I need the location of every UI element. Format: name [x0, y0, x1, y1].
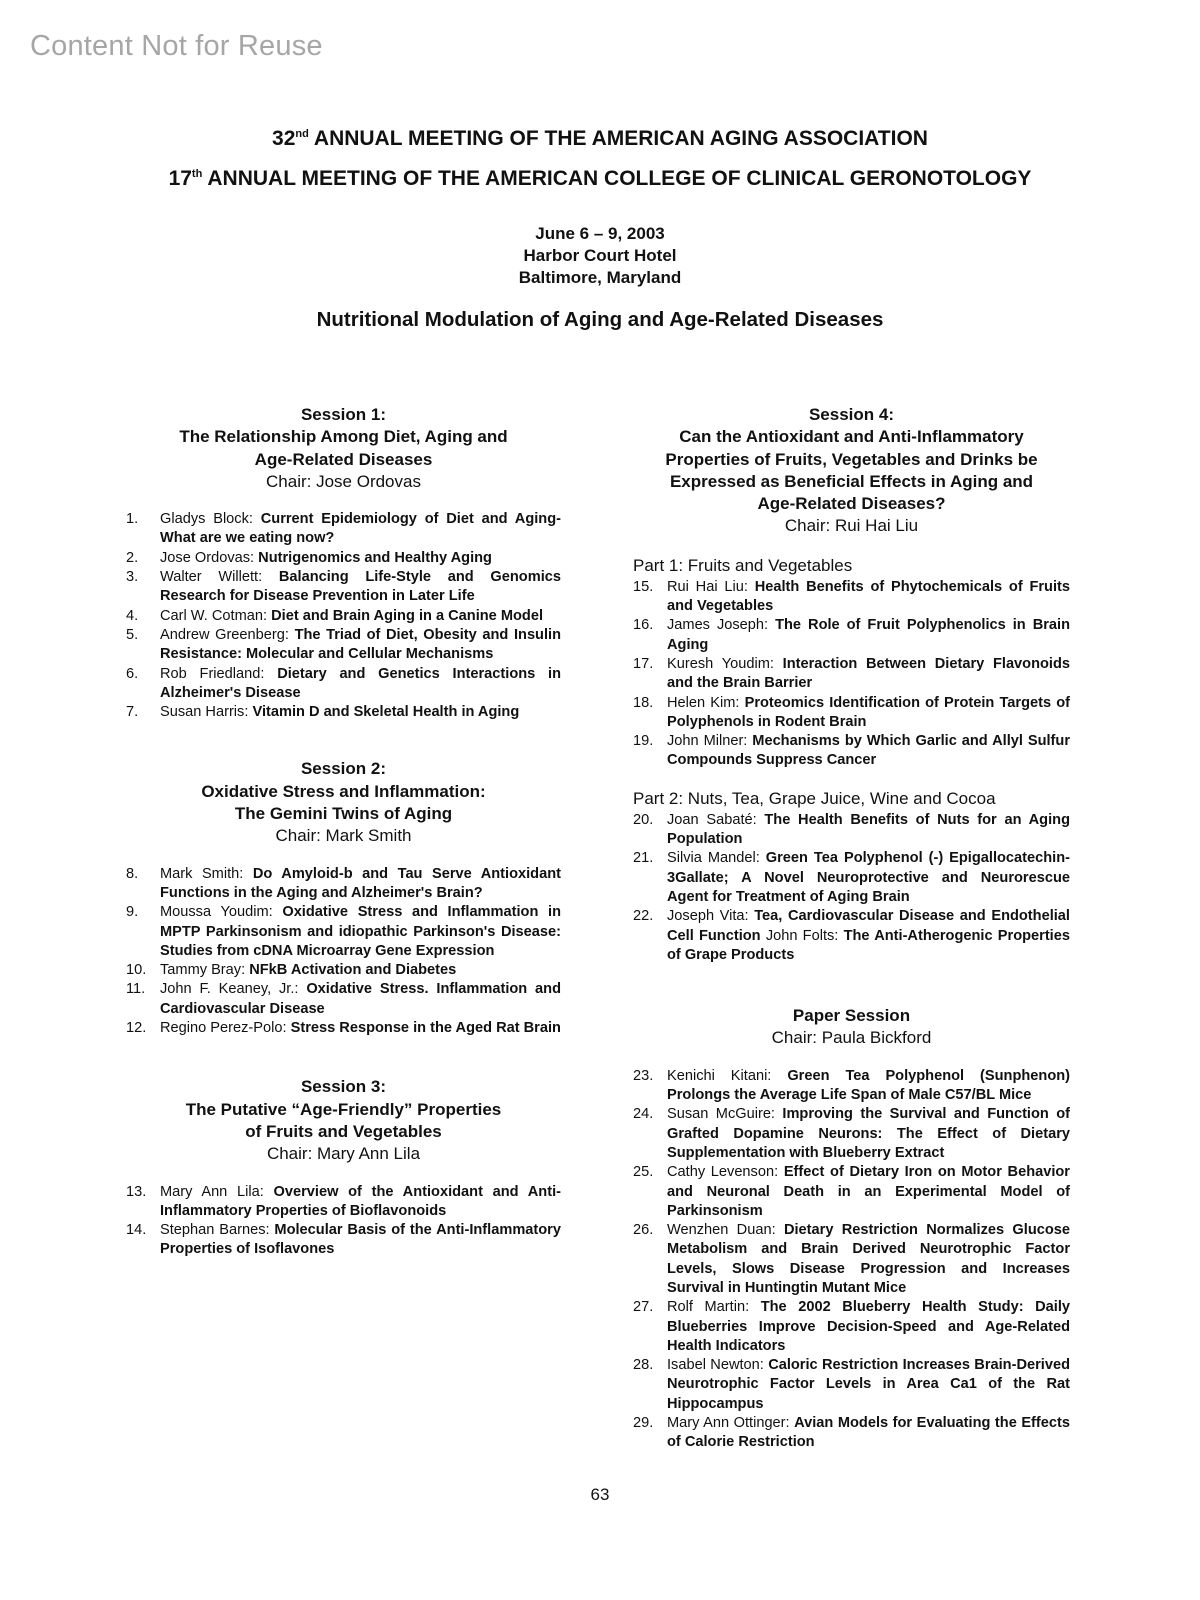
program-item: 11. John F. Keaney, Jr.: Oxidative Stress. Inflammation and Cardiovascular Disease — [126, 981, 561, 1017]
item-title: Avian Models for Evaluating the Effects of Calorie Restriction — [667, 1415, 1070, 1451]
item-title: Caloric Restriction Increases Brain-Derived Neurotrophic Factor Levels in Area Ca1 of the Rat Hippocampus — [667, 1357, 1070, 1412]
program-item: 13. Mary Ann Lila: Overview of the Antioxidant and Anti-Inflammatory Properties of Bioflavonoids — [126, 1183, 561, 1219]
item-author: Joseph Vita: — [667, 908, 749, 925]
item-author: Rolf Martin: — [667, 1299, 750, 1316]
item-author: Kenichi Kitani: — [667, 1067, 772, 1084]
program-item: 14. Stephan Barnes: Molecular Basis of the Anti-Inflammatory Properties of Isoflavones — [126, 1222, 561, 1258]
item-author: Walter Willett: — [160, 569, 263, 586]
item-title: Oxidative Stress and Inflammation in MPTP Parkinsonism and idiopathic Parkinson's Disease: Studies from cDNA Microarray Gene Expression — [160, 904, 561, 959]
meeting-title-2: 17th ANNUAL MEETING OF THE AMERICAN COLLEGE OF CLINICAL GERONOTOLOGY — [168, 167, 1032, 190]
item-author: James Joseph: — [667, 617, 769, 634]
program-item: 24. Susan McGuire: Improving the Survival and Function of Grafted Dopamine Neurons: The Effect of Dietary Supplementation with Blueberry Extract — [633, 1106, 1070, 1161]
session-4-part-2-list — [633, 811, 1070, 965]
program-item: 18. Helen Kim: Proteomics Identification of Protein Targets of Polyphenols in Rodent Brain — [633, 694, 1070, 730]
item-author: Mary Ann Lila: — [160, 1183, 264, 1200]
session-title: Age-Related Diseases? — [757, 494, 946, 514]
item-title: Do Amyloid-b and Tau Serve Antioxidant Functions in the Aging and Alzheimer's Brain? — [160, 865, 561, 901]
session-1-header — [126, 404, 561, 493]
item-author: Joan Sabaté: — [667, 811, 757, 828]
session-title: Properties of Fruits, Vegetables and Drinks be — [665, 449, 1038, 469]
program-item: 27. Rolf Martin: The 2002 Blueberry Health Study: Daily Blueberries Improve Decision-Speed and Age-Related Health Indicators — [633, 1299, 1071, 1354]
session-1-list — [126, 510, 561, 722]
session-title: The Putative “Age-Friendly” Properties — [185, 1099, 502, 1119]
right-column — [633, 404, 1070, 1453]
session-4-header — [633, 404, 1070, 538]
item-title: Proteomics Identification of Protein Targets of Polyphenols in Rodent Brain — [667, 694, 1070, 730]
session-3-header — [126, 1076, 561, 1165]
session-title: of Fruits and Vegetables — [245, 1121, 442, 1141]
session-title: The Gemini Twins of Aging — [234, 804, 453, 824]
item-title: The 2002 Blueberry Health Study: Daily Blueberries Improve Decision-Speed and Age-Related Health Indicators — [667, 1299, 1071, 1354]
item-author: Susan Harris: — [160, 704, 249, 721]
part-2-heading: Part 2: Nuts, Tea, Grape Juice, Wine and Cocoa — [633, 788, 996, 808]
item-author: Kuresh Youdim: — [667, 655, 774, 672]
program-item: 8. Mark Smith: Do Amyloid-b and Tau Serve Antioxidant Functions in the Aging and Alzheimer's Brain? — [126, 865, 561, 901]
program-item: 22. Joseph Vita: Tea, Cardiovascular Disease and Endothelial Cell Function John Folts: The Anti-Atherogenic Properties of Grape Products — [633, 908, 1070, 963]
item-title: Oxidative Stress. Inflammation and Cardiovascular Disease — [160, 981, 561, 1017]
page-header — [0, 125, 1200, 333]
item-title: Interaction Between Dietary Flavonoids and the Brain Barrier — [667, 655, 1071, 692]
item-author: Gladys Block: — [160, 511, 253, 528]
item-author: Moussa Youdim: — [160, 904, 273, 921]
session-chair: Chair: Mary Ann Lila — [266, 1144, 421, 1164]
item-author: Carl W. Cotman: — [160, 607, 268, 624]
session-chair: Chair: Mark Smith — [275, 826, 412, 846]
program-item: 20. Joan Sabaté: The Health Benefits of Nuts for an Aging Population — [633, 811, 1070, 848]
meeting-theme: Nutritional Modulation of Aging and Age-Related Diseases — [316, 308, 884, 331]
item-author: Regino Perez-Polo: — [160, 1020, 287, 1037]
session-heading: Paper Session — [792, 1006, 911, 1026]
program-item: 2. Jose Ordovas: Nutrigenomics and Healthy Aging — [126, 549, 492, 566]
program-item: 26. Wenzhen Duan: Dietary Restriction Normalizes Glucose Metabolism and Brain Derived Neurotrophic Factor Levels, Slows Disease Progression and Increases Survival in Huntingtin Mutant Mice — [633, 1222, 1071, 1296]
part-1-heading: Part 1: Fruits and Vegetables — [633, 555, 853, 575]
item-title: Dietary and Genetics Interactions in Alzheimer's Disease — [160, 665, 561, 701]
item-author: Cathy Levenson: — [667, 1164, 779, 1181]
left-column — [126, 404, 561, 1260]
session-chair: Chair: Rui Hai Liu — [784, 516, 919, 536]
item-author: Isabel Newton: — [667, 1357, 764, 1374]
item-title: Nutrigenomics and Healthy Aging — [258, 549, 492, 566]
item-title: Tea, Cardiovascular Disease and Endothelial Cell Function — [667, 908, 1070, 944]
program-item: 4. Carl W. Cotman: Diet and Brain Aging in a Canine Model — [126, 607, 544, 624]
item-author: Wenzhen Duan: — [667, 1222, 776, 1239]
item-title: Mechanisms by Which Garlic and Allyl Sulfur Compounds Suppress Cancer — [667, 733, 1070, 769]
item-title: Improving the Survival and Function of Grafted Dopamine Neurons: The Effect of Dietary Supplementation with Blueberry Extract — [667, 1106, 1070, 1161]
session-heading: Session 3: — [300, 1077, 387, 1097]
program-item: 3. Walter Willett: Balancing Life-Style and Genomics Research for Disease Prevention in Later Life — [126, 569, 561, 605]
item-title: Diet and Brain Aging in a Canine Model — [271, 607, 544, 624]
item-author: Andrew Greenberg: — [160, 626, 289, 643]
item-title: Health Benefits of Phytochemicals of Fruits and Vegetables — [667, 578, 1071, 615]
item-author: Tammy Bray: — [160, 962, 246, 979]
item-author: Stephan Barnes: — [160, 1222, 270, 1239]
program-item: 15. Rui Hai Liu: Health Benefits of Phytochemicals of Fruits and Vegetables — [633, 578, 1071, 615]
program-item: 29. Mary Ann Ottinger: Avian Models for Evaluating the Effects of Calorie Restriction — [633, 1415, 1070, 1451]
session-heading: Session 4: — [808, 405, 895, 424]
program-item: 21. Silvia Mandel: Green Tea Polyphenol (-) Epigallocatechin-3Gallate; A Novel Neuroprotective and Neurorescue Agent for Treatment of Aging Brain — [633, 850, 1070, 905]
program-item: 17. Kuresh Youdim: Interaction Between Dietary Flavonoids and the Brain Barrier — [633, 655, 1071, 692]
program-item: 12. Regino Perez-Polo: Stress Response in the Aged Rat Brain — [126, 1020, 561, 1037]
program-item: 1. Gladys Block: Current Epidemiology of Diet and Aging-What are we eating now? — [126, 511, 561, 547]
item-author: Helen Kim: — [667, 694, 740, 711]
item-title: Balancing Life-Style and Genomics Research for Disease Prevention in Later Life — [160, 569, 561, 605]
item-author: Mark Smith: — [160, 865, 244, 882]
item-author: Susan McGuire: — [667, 1106, 775, 1123]
program-item: 16. James Joseph: The Role of Fruit Polyphenolics in Brain Aging — [633, 617, 1070, 653]
program-item: 28. Isabel Newton: Caloric Restriction Increases Brain-Derived Neurotrophic Factor Levels in Area Ca1 of the Rat Hippocampus — [633, 1357, 1070, 1412]
meeting-title-1: 32nd ANNUAL MEETING OF THE AMERICAN AGING ASSOCIATION — [272, 127, 928, 150]
venue-block — [0, 223, 1200, 289]
program-item: 9. Moussa Youdim: Oxidative Stress and Inflammation in MPTP Parkinsonism and idiopathic Parkinson's Disease: Studies from cDNA Microarray Gene Expression — [126, 904, 561, 959]
item-author: Jose Ordovas: — [160, 549, 255, 566]
program-item: 10. Tammy Bray: NFkB Activation and Diabetes — [126, 962, 457, 979]
program-item: 6. Rob Friedland: Dietary and Genetics Interactions in Alzheimer's Disease — [126, 665, 561, 701]
session-title: Can the Antioxidant and Anti-Inflammatory — [679, 427, 1024, 447]
page-number: 63 — [590, 1485, 610, 1504]
item-author: John F. Keaney, Jr.: — [160, 981, 299, 998]
item-author: Mary Ann Ottinger: — [667, 1415, 790, 1432]
session-heading: Session 1: — [300, 405, 387, 424]
session-2-header — [126, 758, 561, 847]
session-3-list — [126, 1183, 561, 1260]
meeting-hotel: Harbor Court Hotel — [523, 246, 677, 265]
item-title: Current Epidemiology of Diet and Aging-What are we eating now? — [160, 511, 561, 547]
session-title: The Relationship Among Diet, Aging and — [179, 427, 508, 447]
item-title: Overview of the Antioxidant and Anti-Inflammatory Properties of Bioflavonoids — [160, 1183, 561, 1219]
paper-session-list — [633, 1067, 1070, 1453]
session-title: Expressed as Beneficial Effects in Aging and — [669, 471, 1034, 491]
watermark-text: Content Not for Reuse — [30, 30, 323, 62]
item-author: Silvia Mandel: — [667, 850, 760, 867]
item-author: John Folts: — [765, 927, 839, 944]
item-title: Green Tea Polyphenol (Sunphenon) Prolongs the Average Life Span of Male C57/BL Mice — [667, 1067, 1071, 1104]
item-title: NFkB Activation and Diabetes — [249, 962, 457, 979]
item-author: John Milner: — [667, 733, 748, 750]
session-2-list — [126, 865, 561, 1039]
item-title: The Health Benefits of Nuts for an Aging Population — [667, 811, 1070, 848]
session-title: Oxidative Stress and Inflammation: — [201, 781, 486, 801]
item-title: Green Tea Polyphenol (-) Epigallocatechin-3Gallate; A Novel Neuroprotective and Neurorescue Agent for Treatment of Aging Brain — [667, 850, 1070, 905]
item-title: Stress Response in the Aged Rat Brain — [290, 1020, 561, 1037]
program-item: 5. Andrew Greenberg: The Triad of Diet, Obesity and Insulin Resistance: Molecular and Cellular Mechanisms — [126, 626, 561, 663]
item-author: Rui Hai Liu: — [667, 578, 748, 595]
program-item: 25. Cathy Levenson: Effect of Dietary Iron on Motor Behavior and Neuronal Death in an Experimental Model of Parkinsonism — [633, 1164, 1070, 1219]
item-author: Rob Friedland: — [160, 665, 265, 682]
meeting-date: June 6 – 9, 2003 — [535, 224, 665, 243]
paper-session-header — [633, 1005, 1070, 1050]
item-title: Molecular Basis of the Anti-Inflammatory Properties of Isoflavones — [160, 1222, 561, 1258]
item-title: Vitamin D and Skeletal Health in Aging — [252, 704, 520, 721]
meeting-city: Baltimore, Maryland — [518, 268, 682, 287]
session-4-part-1-list — [633, 578, 1070, 771]
item-title: The Role of Fruit Polyphenolics in Brain Aging — [667, 617, 1070, 653]
session-chair: Chair: Jose Ordovas — [266, 471, 421, 491]
program-item: 7. Susan Harris: Vitamin D and Skeletal Health in Aging — [126, 704, 520, 721]
item-title: Dietary Restriction Normalizes Glucose Metabolism and Brain Derived Neurotrophic Factor Levels, Slows Disease Progression and Increases Survival in Huntingtin Mutant Mice — [667, 1222, 1071, 1296]
program-item: 23. Kenichi Kitani: Green Tea Polyphenol (Sunphenon) Prolongs the Average Life Span of Male C57/BL Mice — [633, 1067, 1071, 1104]
item-title: Effect of Dietary Iron on Motor Behavior and Neuronal Death in an Experimental Model of Parkinsonism — [667, 1164, 1070, 1219]
item-title: The Anti-Atherogenic Properties of Grape Products — [667, 927, 1070, 963]
item-title: The Triad of Diet, Obesity and Insulin Resistance: Molecular and Cellular Mechanisms — [160, 626, 561, 663]
program-item: 19. John Milner: Mechanisms by Which Garlic and Allyl Sulfur Compounds Suppress Cancer — [633, 733, 1070, 769]
session-title: Age-Related Diseases — [254, 449, 433, 469]
session-chair: Chair: Paula Bickford — [771, 1028, 932, 1048]
session-heading: Session 2: — [300, 759, 387, 779]
